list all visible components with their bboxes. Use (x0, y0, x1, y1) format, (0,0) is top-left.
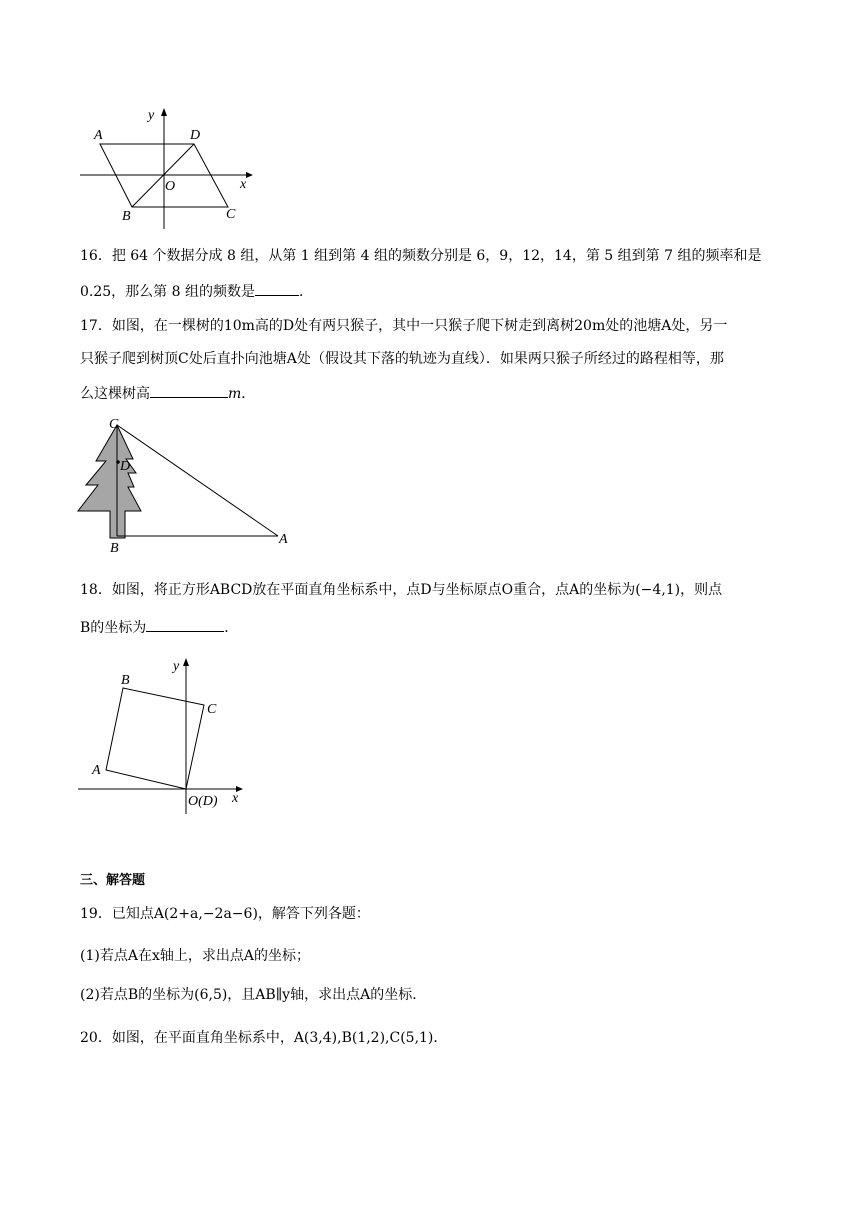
label-a: A (92, 763, 101, 778)
q17-line3 (80, 383, 255, 404)
y-axis-arrow (161, 108, 167, 116)
q19-part2: (2)若点B的坐标为(6,5)，且AB∥y轴，求出点A的坐标． (80, 987, 427, 1003)
tree-shape (78, 425, 141, 538)
q16-line2-post: ． (298, 284, 313, 300)
label-b: B (110, 541, 119, 556)
label-x: x (232, 791, 239, 806)
square-abcd (106, 688, 204, 789)
jump-path-ca (117, 425, 278, 536)
y-axis-arrow (183, 658, 189, 666)
label-a: A (94, 128, 103, 143)
q17-unit: m (228, 386, 242, 402)
q18-line2 (80, 617, 238, 638)
label-c: C (207, 702, 217, 717)
q16-line2-pre: 0.25，那么第 8 组的频数是 (80, 284, 255, 300)
label-a: A (279, 532, 288, 547)
q19-stem: 19．已知点A(2+a,−2a−6)，解答下列各题： (80, 906, 370, 922)
section-title: 三、解答题 (80, 873, 146, 888)
label-c: C (109, 417, 119, 432)
label-d: D (120, 459, 131, 474)
figure-parallelogram (78, 104, 258, 234)
q17-line3-post: ． (241, 386, 256, 402)
label-y: y (173, 659, 180, 674)
label-o: O (165, 179, 176, 194)
q20-stem: 20．如图，在平面直角坐标系中，A(3,4),B(1,2),C(5,1)． (80, 1030, 448, 1046)
q17-line2: 只猴子爬到树顶C处后直扑向池塘A处（假设其下落的轨迹为直线）．如果两只猴子所经过的路程相等，那 (80, 351, 724, 367)
q18-answer-blank[interactable] (146, 617, 224, 632)
q16-answer-blank[interactable] (255, 281, 299, 296)
label-y: y (148, 108, 155, 123)
label-o-d: O(D) (188, 794, 218, 809)
x-axis-arrow (246, 172, 253, 178)
q16-line2 (80, 281, 313, 302)
label-b: B (121, 673, 130, 688)
q17-answer-blank[interactable] (150, 383, 228, 398)
q18-line2-post: ． (224, 620, 239, 636)
q16-line1: 16．把 64 个数据分成 8 组，从第 1 组到第 4 组的频数分别是 6，9，12，14，第 5 组到第 7 组的频率和是 (80, 248, 762, 264)
label-d: D (190, 128, 201, 143)
q17-line3-pre: 么这棵树高 (80, 386, 150, 402)
q17-line1: 17．如图，在一棵树的10m高的D处有两只猴子，其中一只猴子爬下树走到离树20m处的池塘A处，另一 (80, 318, 728, 334)
q18-line1: 18．如图，将正方形ABCD放在平面直角坐标系中，点D与坐标原点O重合，点A的坐标为(−4,1)，则点 (80, 582, 723, 598)
q18-line2-pre: B的坐标为 (80, 620, 147, 636)
label-b: B (122, 209, 131, 224)
figure-tree (74, 415, 298, 557)
label-x: x (240, 177, 247, 192)
label-c: C (226, 207, 236, 222)
figure-square (76, 654, 256, 816)
q19-part1: (1)若点A在x轴上，求出点A的坐标； (80, 948, 310, 964)
